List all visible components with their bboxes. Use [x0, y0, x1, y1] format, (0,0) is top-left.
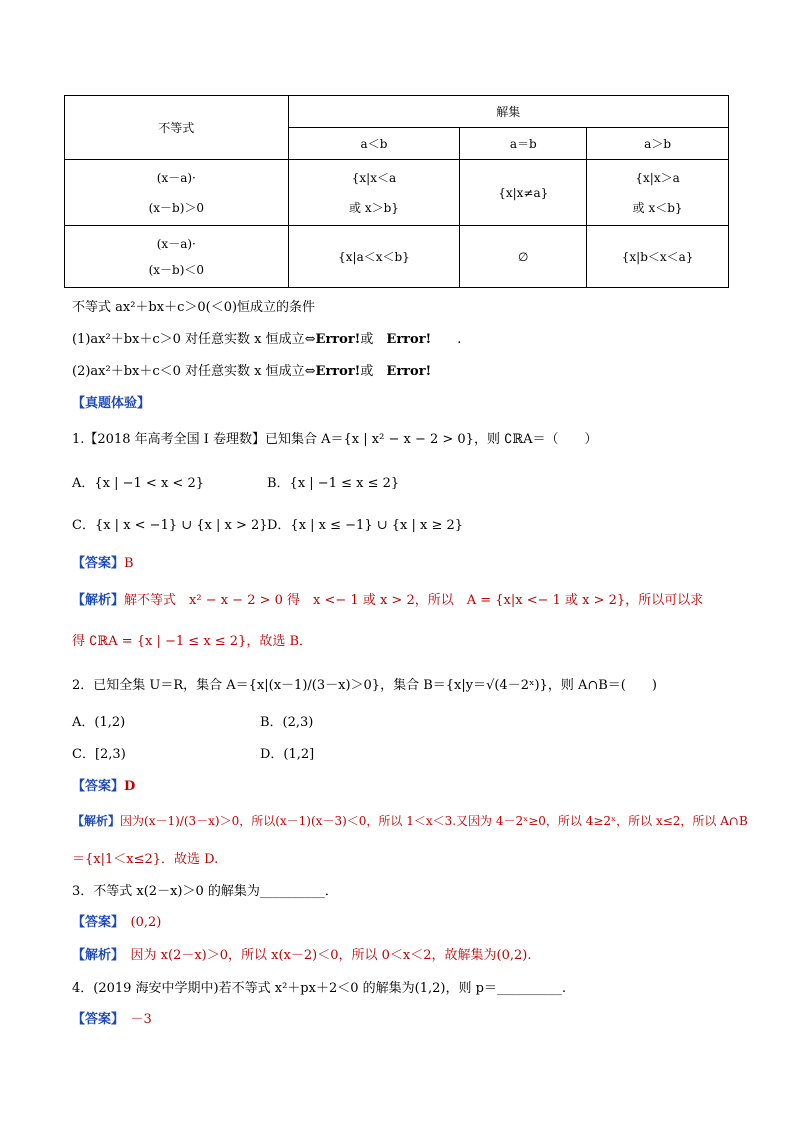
q1-stem: 1.【2018 年高考全国 I 卷理数】已知集合 A＝{x | x² − x − 2 > 0}，则 ∁ℝA＝（ ）: [72, 432, 598, 447]
row2-gt: {x|b＜x＜a}: [587, 226, 729, 288]
row2-eq: ∅: [460, 226, 587, 288]
condition-line-1: (1)ax²＋bx＋c＞0 对任意实数 x 恒成立⇔Error!或 Error! .: [72, 332, 462, 347]
col-a-greater-b: a＞b: [587, 128, 729, 160]
q4-stem: 4．(2019 海安中学期中)若不等式 x²＋px＋2＜0 的解集为(1,2)，则 p＝__________.: [72, 981, 567, 996]
q1-answer: 【答案】B: [72, 556, 134, 571]
q2-option-b: B．(2,3): [260, 715, 314, 730]
condition-line-2: (2)ax²＋bx＋c＜0 对任意实数 x 恒成立⇔Error!或 Error!: [72, 364, 432, 379]
row1-gt: {x|x＞a 或 x＜b}: [587, 160, 729, 226]
q4-answer: 【答案】 －3: [72, 1012, 152, 1027]
q2-option-c: C．[2,3): [72, 747, 126, 762]
q2-answer: 【答案】D: [72, 779, 136, 794]
col-a-less-b: a＜b: [288, 128, 460, 160]
row2-inequality: (x－a)· (x－b)＜0: [65, 226, 289, 288]
q3-stem: 3．不等式 x(2－x)＞0 的解集为__________．: [72, 884, 338, 899]
row1-eq: {x|x≠a}: [460, 160, 587, 226]
q2-option-a: A．(1,2): [72, 715, 126, 730]
row1-lt: {x|x＜a 或 x＞b}: [288, 160, 460, 226]
q1-explanation-1: 【解析】解不等式 x² − x − 2 > 0 得 x <− 1 或 x > 2，所以 A = {x|x <− 1 或 x > 2}，所以可以求: [72, 593, 704, 608]
row1-inequality: (x－a)· (x－b)＞0: [65, 160, 289, 226]
q2-option-d: D．(1,2]: [260, 747, 315, 762]
q1-option-d: D．{x | x ≤ −1} ∪ {x | x ≥ 2}: [267, 518, 464, 533]
section-title: 【真题体验】: [72, 396, 151, 411]
q1-option-b: B．{x | −1 ≤ x ≤ 2}: [267, 476, 400, 491]
q2-stem: 2．已知全集 U＝R，集合 A＝{x|(x－1)/(3－x)＞0}，集合 B＝{x|y＝√(4－2ˣ)}，则 A∩B＝( ): [72, 678, 657, 693]
q1-explanation-2: 得 ∁ℝA = {x | −1 ≤ x ≤ 2}，故选 B．: [72, 634, 313, 649]
q3-answer: 【答案】 (0,2): [72, 915, 162, 930]
header-inequality: 不等式: [65, 96, 289, 160]
q1-option-c: C．{x | x < −1} ∪ {x | x > 2}: [72, 518, 268, 533]
col-a-equal-b: a＝b: [460, 128, 587, 160]
solution-set-table: [64, 95, 729, 288]
q1-option-a: A．{x | −1 < x < 2}: [72, 476, 204, 491]
q2-explanation-2: ＝{x|1＜x≤2}．故选 D.: [72, 852, 219, 867]
row2-lt: {x|a＜x＜b}: [288, 226, 460, 288]
q3-explanation: 【解析】 因为 x(2－x)＞0，所以 x(x－2)＜0，所以 0＜x＜2，故解集为(0,2).: [72, 948, 532, 963]
q2-explanation-1: 【解析】因为(x－1)/(3－x)＞0，所以(x－1)(x－3)＜0，所以 1＜x＜3.又因为 4－2ˣ≥0，所以 4≥2ˣ，所以 x≤2，所以 A∩B: [72, 814, 748, 828]
condition-title: 不等式 ax²＋bx＋c＞0(＜0)恒成立的条件: [72, 300, 316, 315]
header-solution-set: 解集: [288, 96, 728, 128]
